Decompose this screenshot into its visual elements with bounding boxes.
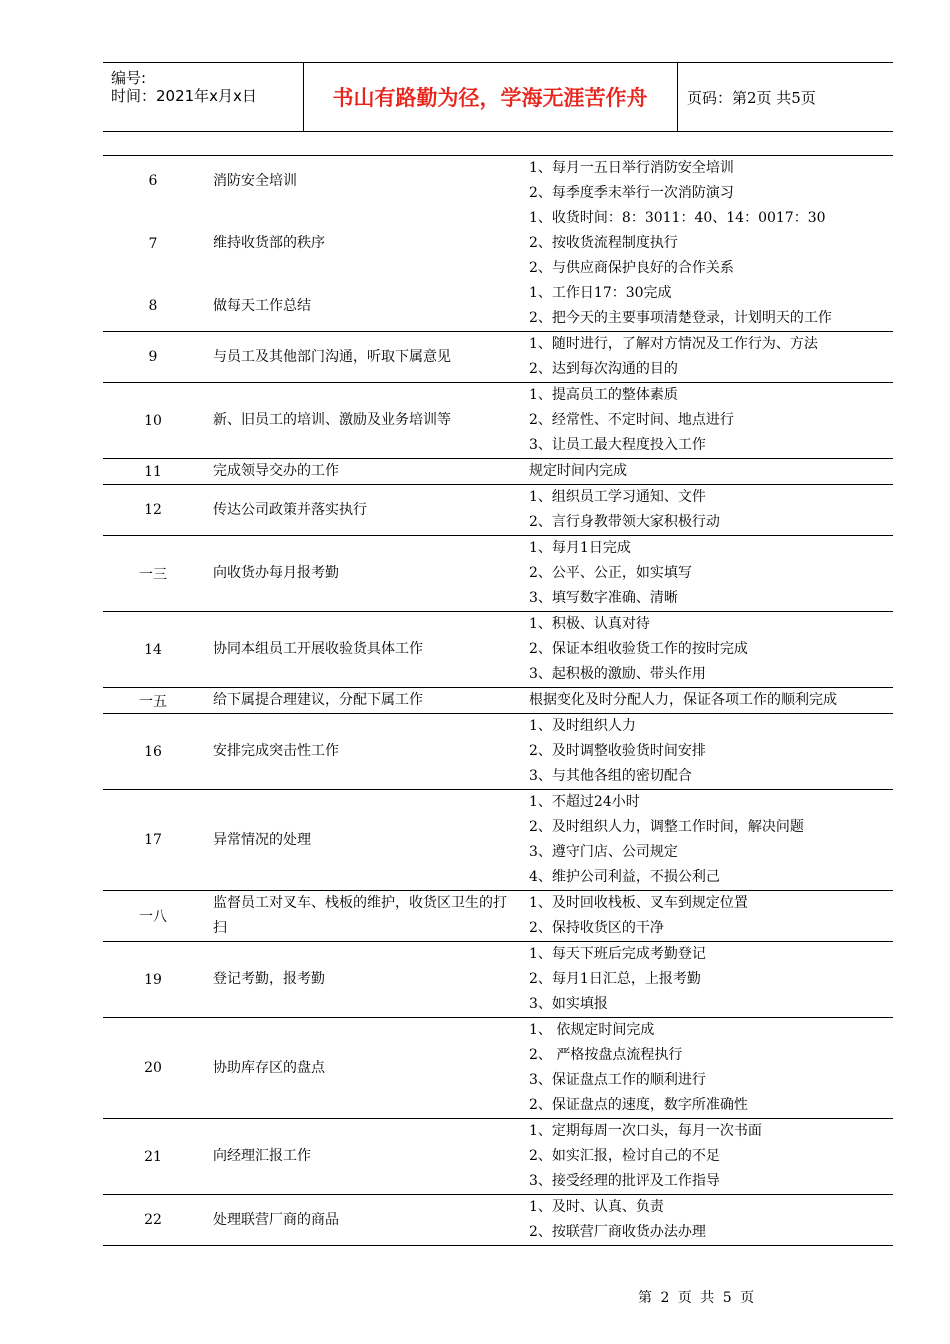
standard-item: 2、按联营厂商收货办法办理 bbox=[529, 1224, 706, 1240]
standard-item: 2、保持收货区的干净 bbox=[529, 920, 664, 936]
standard-item: 3、与其他各组的密切配合 bbox=[529, 768, 692, 784]
table-row bbox=[103, 459, 893, 485]
row-standards bbox=[529, 485, 893, 535]
standard-item: 3、如实填报 bbox=[529, 996, 608, 1012]
standard-item: 1、 依规定时间完成 bbox=[529, 1022, 655, 1038]
standard-item: 1、定期每周一次口头，每月一次书面 bbox=[529, 1123, 762, 1139]
row-number: 一八 bbox=[139, 909, 167, 925]
standard-item: 1、及时、认真、负责 bbox=[529, 1199, 664, 1215]
standard-item: 3、保证盘点工作的顺利进行 bbox=[529, 1072, 706, 1088]
row-number: 21 bbox=[144, 1148, 162, 1165]
job-duties-table bbox=[103, 155, 893, 1246]
row-number: 12 bbox=[144, 502, 162, 518]
row-number: 11 bbox=[144, 463, 162, 480]
row-standards bbox=[529, 459, 893, 484]
row-number: 一三 bbox=[139, 566, 167, 583]
standard-item: 3、填写数字准确、清晰 bbox=[529, 590, 678, 606]
header-meta bbox=[103, 63, 304, 131]
row-standards bbox=[529, 1018, 893, 1118]
table-row bbox=[103, 332, 893, 383]
standard-item: 根据变化及时分配人力，保证各项工作的顺利完成 bbox=[529, 692, 837, 708]
time-label: 时间：2021年x月x日 bbox=[111, 87, 257, 105]
table-row bbox=[103, 891, 893, 942]
standard-item: 规定时间内完成 bbox=[529, 463, 627, 479]
row-number: 9 bbox=[148, 349, 158, 365]
table-row bbox=[103, 536, 893, 612]
table-row bbox=[103, 714, 893, 790]
row-standards bbox=[529, 156, 893, 206]
standard-item: 1、收货时间：8：3011：40、14：0017：30 bbox=[529, 210, 826, 226]
row-standards bbox=[529, 1195, 893, 1245]
table-row bbox=[103, 156, 893, 206]
row-standards bbox=[529, 536, 893, 611]
table-row bbox=[103, 1119, 893, 1195]
header-page-info: 页码：第2页 共5页 bbox=[687, 88, 816, 107]
table-row bbox=[103, 281, 893, 332]
row-number: 22 bbox=[144, 1212, 162, 1228]
standard-item: 2、保证本组收验货工作的按时完成 bbox=[529, 641, 748, 657]
table-row bbox=[103, 383, 893, 459]
standard-item: 1、及时组织人力 bbox=[529, 718, 636, 734]
table-row bbox=[103, 1018, 893, 1119]
standard-item: 2、保证盘点的速度，数字所准确性 bbox=[529, 1097, 748, 1113]
row-number: 一五 bbox=[139, 693, 167, 710]
row-task: 协同本组员工开展收验货具体工作 bbox=[213, 641, 423, 657]
table-row bbox=[103, 612, 893, 688]
table-row bbox=[103, 485, 893, 536]
row-task: 维持收货部的秩序 bbox=[213, 235, 325, 251]
row-standards bbox=[529, 206, 893, 281]
table-row bbox=[103, 942, 893, 1018]
row-task: 向经理汇报工作 bbox=[213, 1148, 311, 1164]
standard-item: 1、提高员工的整体素质 bbox=[529, 387, 678, 403]
standard-item: 1、组织员工学习通知、文件 bbox=[529, 489, 706, 505]
table-row bbox=[103, 688, 893, 714]
standard-item: 4、维护公司利益，不损公利己 bbox=[529, 869, 720, 885]
standard-item: 3、起积极的激励、带头作用 bbox=[529, 666, 706, 682]
row-number: 6 bbox=[148, 173, 158, 189]
row-task: 登记考勤，报考勤 bbox=[213, 971, 325, 987]
row-number: 10 bbox=[144, 412, 162, 429]
row-standards bbox=[529, 714, 893, 789]
row-standards bbox=[529, 383, 893, 458]
standard-item: 2、公平、公正，如实填写 bbox=[529, 565, 692, 581]
standard-item: 2、及时调整收验货时间安排 bbox=[529, 743, 706, 759]
standard-item: 1、每天下班后完成考勤登记 bbox=[529, 946, 706, 962]
standard-item: 1、及时回收栈板、叉车到规定位置 bbox=[529, 895, 748, 911]
standard-item: 2、把今天的主要事项清楚登录，计划明天的工作 bbox=[529, 310, 832, 326]
standard-item: 2、每月1日汇总，上报考勤 bbox=[529, 971, 701, 987]
standard-item: 2、 严格按盘点流程执行 bbox=[529, 1047, 683, 1063]
standard-item: 2、言行身教带领大家积极行动 bbox=[529, 514, 720, 530]
page-header bbox=[103, 62, 893, 132]
row-task: 做每天工作总结 bbox=[213, 297, 311, 314]
code-label: 编号: bbox=[111, 69, 147, 87]
page-footer: 第 2 页 共 5 页 bbox=[638, 1290, 755, 1306]
row-number: 19 bbox=[144, 971, 162, 988]
row-task: 与员工及其他部门沟通，听取下属意见 bbox=[213, 348, 451, 365]
row-standards bbox=[529, 281, 893, 331]
row-standards bbox=[529, 332, 893, 382]
row-number: 14 bbox=[144, 641, 162, 658]
row-task: 消防安全培训 bbox=[213, 172, 297, 189]
row-number: 17 bbox=[144, 832, 162, 848]
standard-item: 2、每季度季末举行一次消防演习 bbox=[529, 185, 734, 201]
standard-item: 1、不超过24小时 bbox=[529, 794, 640, 810]
standard-item: 2、及时组织人力，调整工作时间，解决问题 bbox=[529, 819, 804, 835]
standard-item: 3、遵守门店、公司规定 bbox=[529, 844, 678, 860]
standard-item: 1、每月一五日举行消防安全培训 bbox=[529, 160, 734, 176]
row-standards bbox=[529, 688, 893, 713]
standard-item: 3、接受经理的批评及工作指导 bbox=[529, 1173, 720, 1189]
row-task: 给下属提合理建议，分配下属工作 bbox=[213, 692, 423, 708]
row-standards bbox=[529, 612, 893, 687]
header-motto: 书山有路勤为径，学海无涯苦作舟 bbox=[303, 63, 678, 131]
row-task: 新、旧员工的培训、激励及业务培训等 bbox=[213, 412, 451, 428]
row-task: 协助库存区的盘点 bbox=[213, 1059, 325, 1076]
row-task: 异常情况的处理 bbox=[213, 831, 311, 848]
standard-item: 1、积极、认真对待 bbox=[529, 616, 650, 632]
row-task: 安排完成突击性工作 bbox=[213, 743, 339, 759]
standard-item: 2、达到每次沟通的目的 bbox=[529, 361, 678, 377]
standard-item: 2、与供应商保护良好的合作关系 bbox=[529, 260, 734, 276]
table-row bbox=[103, 790, 893, 891]
row-task: 处理联营厂商的商品 bbox=[213, 1211, 339, 1228]
row-number: 7 bbox=[148, 235, 158, 252]
standard-item: 2、按收货流程制度执行 bbox=[529, 235, 678, 251]
standard-item: 3、让员工最大程度投入工作 bbox=[529, 437, 706, 453]
table-row bbox=[103, 206, 893, 281]
row-standards bbox=[529, 790, 893, 890]
row-task: 向收货办每月报考勤 bbox=[213, 565, 339, 581]
row-standards bbox=[529, 942, 893, 1017]
table-row bbox=[103, 1195, 893, 1246]
row-number: 8 bbox=[148, 298, 158, 314]
standard-item: 1、每月1日完成 bbox=[529, 540, 631, 556]
row-number: 16 bbox=[144, 743, 162, 760]
standard-item: 2、如实汇报，检讨自己的不足 bbox=[529, 1148, 720, 1164]
row-standards bbox=[529, 891, 893, 941]
standard-item: 2、经常性、不定时间、地点进行 bbox=[529, 412, 734, 428]
row-task: 完成领导交办的工作 bbox=[213, 463, 339, 479]
row-task: 传达公司政策并落实执行 bbox=[213, 501, 367, 518]
row-task: 监督员工对叉车、栈板的维护，收货区卫生的打扫 bbox=[213, 895, 507, 936]
row-number: 20 bbox=[144, 1060, 162, 1076]
standard-item: 1、随时进行，了解对方情况及工作行为、方法 bbox=[529, 336, 818, 352]
standard-item: 1、工作日17：30完成 bbox=[529, 285, 672, 301]
row-standards bbox=[529, 1119, 893, 1194]
